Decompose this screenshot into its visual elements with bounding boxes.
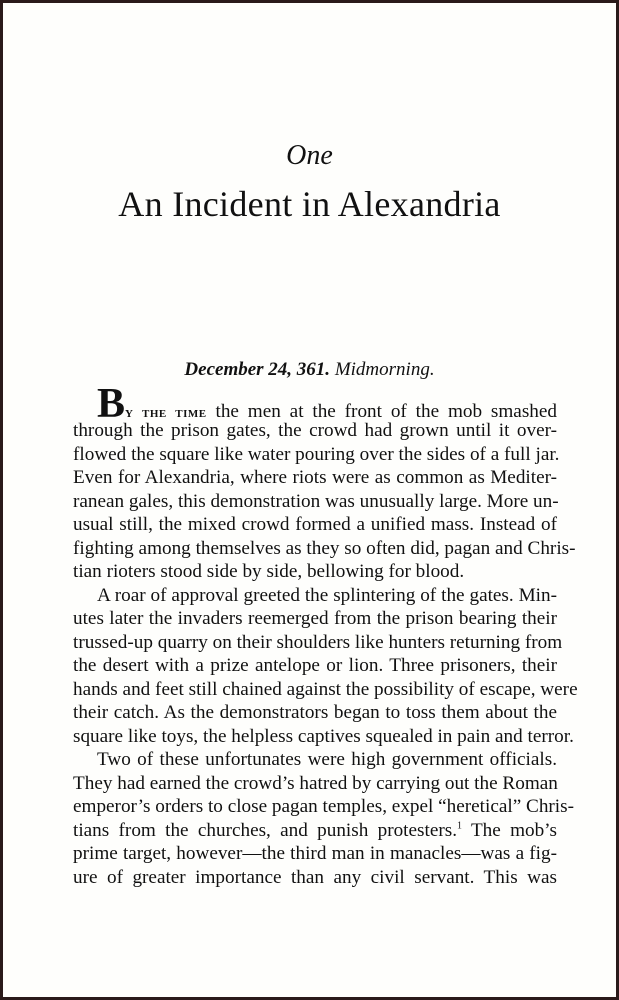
text-line: their catch. As the demonstrators began to toss them about the (73, 702, 557, 723)
opening-smallcaps: y the time (125, 404, 207, 421)
text-fragment: tians from the churches, and punish protesters. (73, 819, 457, 841)
chapter-title: An Incident in Alexandria (118, 184, 501, 224)
text-line: Two of these unfortunates were high government officials. (97, 749, 557, 770)
text-line: ure of greater importance than any civil servant. This was (73, 866, 557, 888)
text-line: usual still, the mixed crowd formed a unified mass. Instead of (73, 514, 557, 535)
text-line: Even for Alexandria, where riots were as common as Mediter- (73, 467, 557, 488)
text-fragment: The mob’s (462, 819, 557, 841)
text-line: trussed-up quarry on their shoulders like hunters returning from (73, 631, 563, 653)
text-line: utes later the invaders reemerged from the prison bearing their (73, 608, 557, 629)
text-line: ranean gales, this demonstration was unusually large. More un- (73, 490, 559, 512)
opening-line (73, 381, 557, 427)
dateline (3, 359, 616, 381)
dateline-time: Midmorning. (334, 359, 435, 380)
footnote-marker[interactable]: 1 (457, 820, 462, 832)
text-line: They had earned the crowd’s hatred by carrying out the Roman (73, 772, 558, 794)
text-line: A roar of approval greeted the splintering of the gates. Min- (97, 584, 557, 606)
dateline-date: December 24, 361. (184, 359, 331, 380)
opening-rest: the men at the front of the mob smashed (206, 401, 557, 422)
chapter-number: One (286, 140, 333, 171)
text-line: emperor’s orders to close pagan temples, expel “heretical” Chris- (73, 796, 574, 817)
text-line: tian rioters stood side by side, bellowing for blood. (73, 561, 465, 582)
text-line: the desert with a prize antelope or lion. Three prisoners, their (73, 655, 557, 676)
text-line: through the prison gates, the crowd had grown until it over- (73, 420, 557, 441)
footnote-line (73, 819, 557, 843)
text-line: flowed the square like water pouring over the sides of a full jar. (73, 443, 560, 465)
drop-cap: B (97, 381, 126, 427)
body-text (73, 381, 578, 889)
text-line: fighting among themselves as they so often did, pagan and Chris- (73, 537, 576, 559)
text-line: square like toys, the helpless captives squealed in pain and terror. (73, 725, 574, 747)
text-line: prime target, however—the third man in manacles—was a fig- (73, 843, 557, 864)
text-line: hands and feet still chained against the possibility of escape, were (73, 678, 578, 700)
